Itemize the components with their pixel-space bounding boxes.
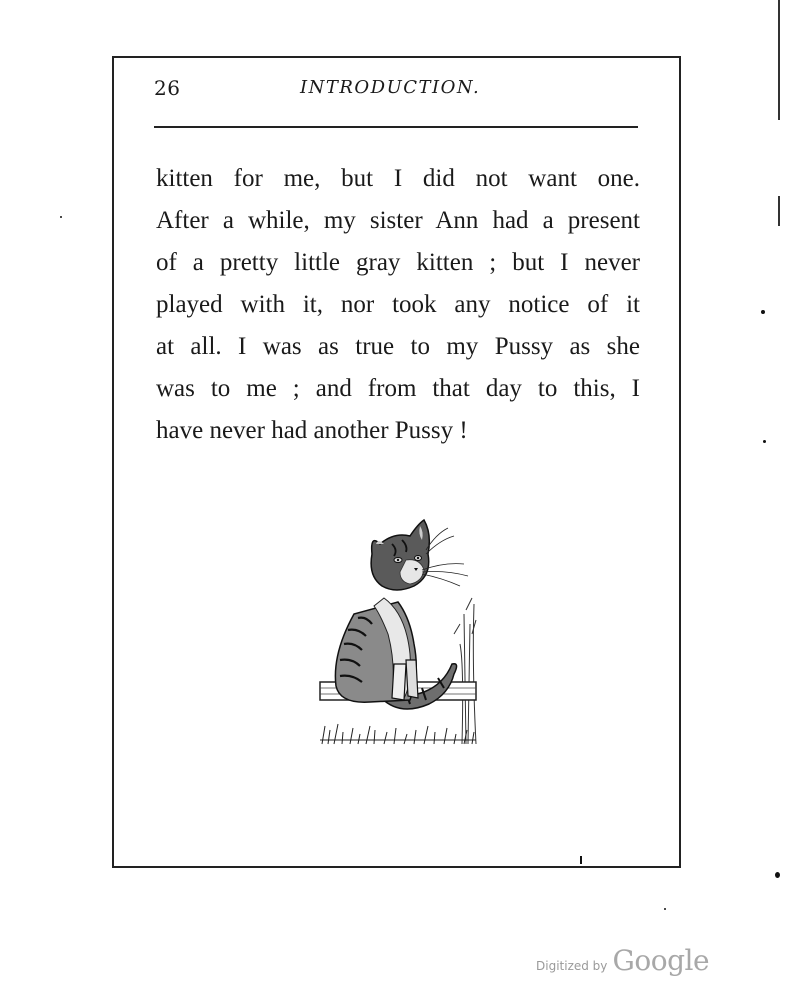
scan-edge-mark [778,0,780,120]
scan-edge-mark [778,196,780,226]
scan-speck [580,856,582,864]
scan-speck [60,216,62,218]
text-line: kitten for me, but I did not want one. [156,165,640,192]
running-head: INTRODUCTION. [300,77,481,98]
scan-speck [775,872,780,878]
text-line: of a pretty little gray kitten ; but I never [156,249,640,276]
digitized-by-google-watermark [536,944,709,977]
text-line: at all. I was as true to my Pussy as she [156,333,640,360]
google-logo: Google [612,944,710,977]
text-line: After a while, my sister Ann had a present [156,207,640,234]
kitten-illustration-icon [314,514,478,754]
header-rule [154,126,638,128]
page-number: 26 [154,76,181,100]
scan-speck [763,440,766,443]
scan-speck [664,908,666,910]
text-line: played with it, nor took any notice of it [156,291,640,318]
text-line: have never had another Pussy ! [156,417,468,444]
scan-speck [761,310,765,314]
text-line: was to me ; and from that day to this, I [156,375,640,402]
digitized-label: Digitized by [536,959,608,973]
body-text [156,158,640,452]
